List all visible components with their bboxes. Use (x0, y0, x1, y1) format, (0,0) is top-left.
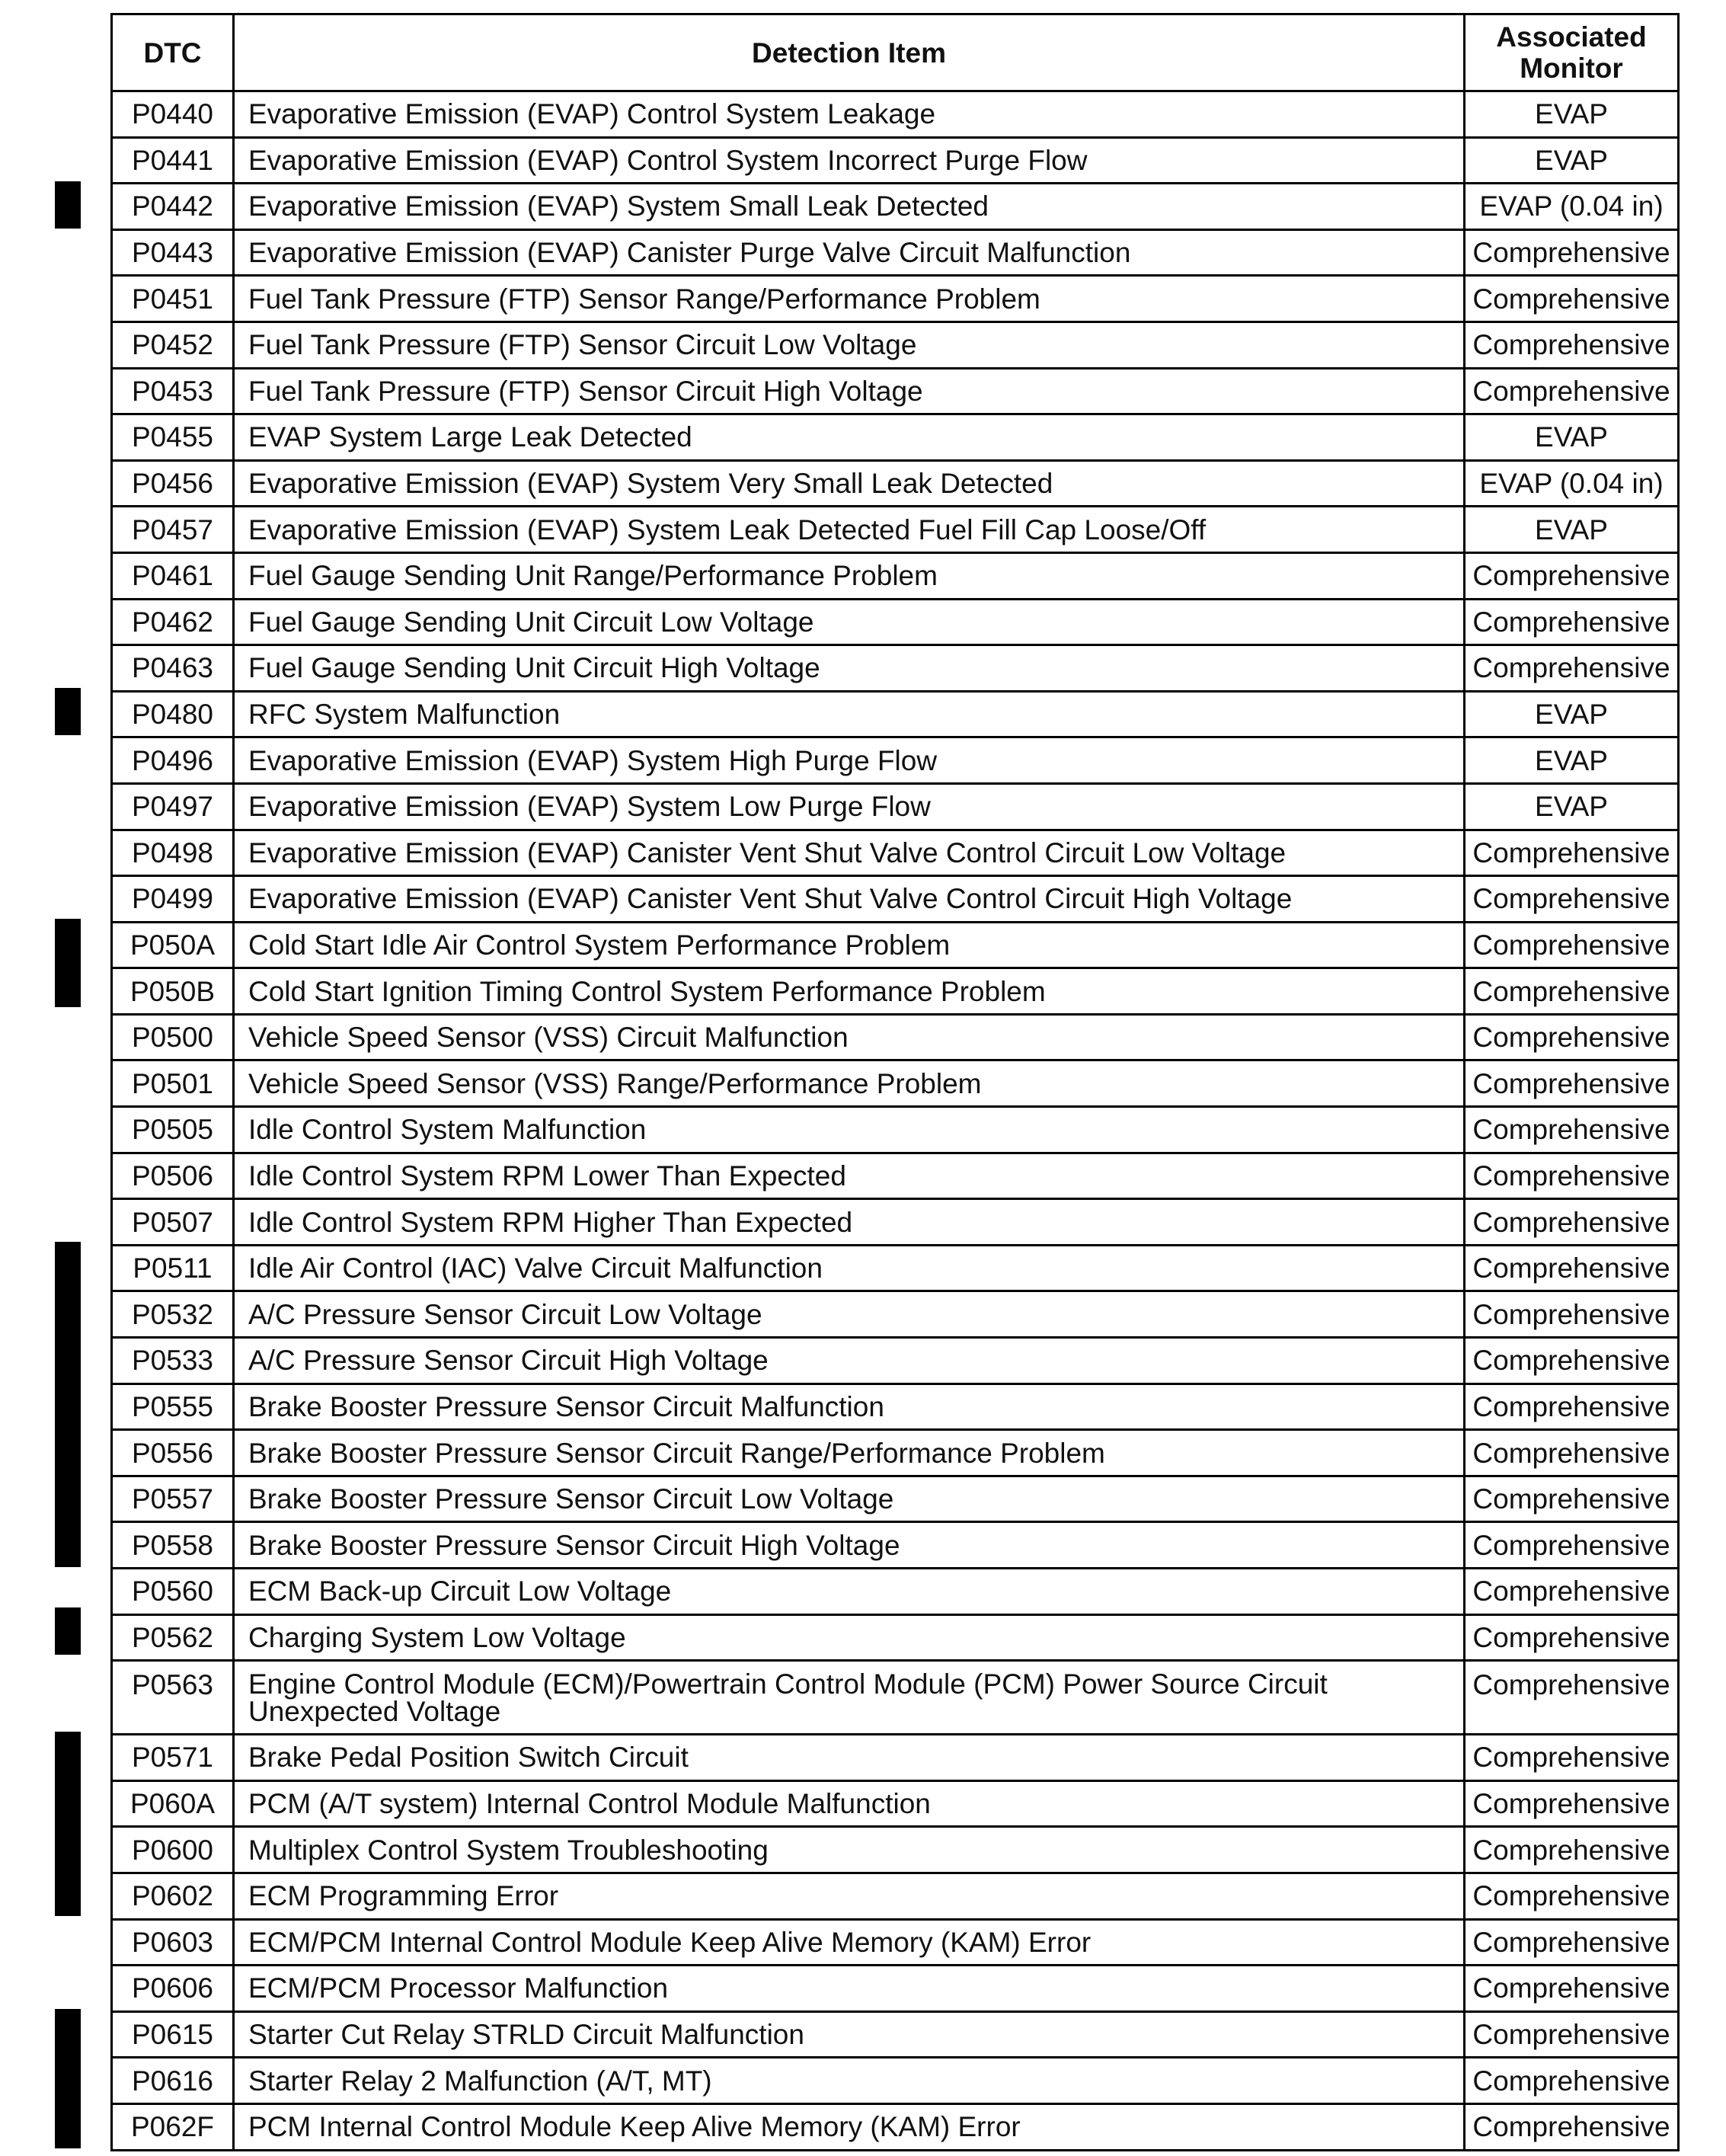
detection-item-cell: Vehicle Speed Sensor (VSS) Circuit Malfunction (234, 1014, 1465, 1060)
header-row (112, 14, 1679, 91)
dtc-code-cell: P0462 (112, 599, 234, 645)
table-row (112, 1245, 1679, 1291)
associated-monitor-cell: Comprehensive (1465, 1060, 1679, 1107)
associated-monitor-cell: Comprehensive (1465, 1873, 1679, 1919)
table-row (112, 1383, 1679, 1430)
associated-monitor-cell: Comprehensive (1465, 276, 1679, 322)
detection-item-cell: ECM Programming Error (234, 1873, 1465, 1919)
dtc-code-cell: P0496 (112, 737, 234, 784)
dtc-code-cell: P0555 (112, 1383, 234, 1430)
associated-monitor-cell: Comprehensive (1465, 2103, 1679, 2150)
detection-item-cell: Evaporative Emission (EVAP) Control System Leakage (234, 91, 1465, 138)
associated-monitor-cell: Comprehensive (1465, 1735, 1679, 1781)
table-row (112, 691, 1679, 737)
dtc-code-cell: P0602 (112, 1873, 234, 1919)
detection-item-cell: Evaporative Emission (EVAP) Canister Vent Shut Valve Control Circuit High Voltage (234, 876, 1465, 923)
associated-monitor-cell: Comprehensive (1465, 1780, 1679, 1827)
detection-item-cell: Brake Pedal Position Switch Circuit (234, 1735, 1465, 1781)
associated-monitor-cell: EVAP (1465, 414, 1679, 461)
dtc-code-cell: P0500 (112, 1014, 234, 1060)
dtc-code-cell: P0453 (112, 368, 234, 414)
associated-monitor-cell: Comprehensive (1465, 968, 1679, 1015)
dtc-code-cell: P0533 (112, 1338, 234, 1384)
dtc-code-cell: P0616 (112, 2058, 234, 2104)
associated-monitor-cell: Comprehensive (1465, 552, 1679, 599)
associated-monitor-cell: EVAP (1465, 91, 1679, 138)
detection-item-cell: Brake Booster Pressure Sensor Circuit Range/Performance Problem (234, 1430, 1465, 1476)
associated-monitor-cell: EVAP (1465, 691, 1679, 737)
detection-item-cell: EVAP System Large Leak Detected (234, 414, 1465, 461)
dtc-code-cell: P0571 (112, 1735, 234, 1781)
associated-monitor-cell: Comprehensive (1465, 1919, 1679, 1966)
dtc-code-cell: P0442 (112, 184, 234, 230)
dtc-code-cell: P0507 (112, 1199, 234, 1246)
associated-monitor-cell: Comprehensive (1465, 1827, 1679, 1873)
dtc-code-cell: P0457 (112, 507, 234, 553)
table-row (112, 552, 1679, 599)
detection-item-cell: PCM (A/T system) Internal Control Module Malfunction (234, 1780, 1465, 1827)
detection-item-cell: Evaporative Emission (EVAP) System Small Leak Detected (234, 184, 1465, 230)
dtc-code-cell: P0461 (112, 552, 234, 599)
table-row (112, 783, 1679, 830)
dtc-code-cell: P0456 (112, 460, 234, 507)
table-row (112, 1014, 1679, 1060)
dtc-code-cell: P0497 (112, 783, 234, 830)
detection-item-cell: Multiplex Control System Troubleshooting (234, 1827, 1465, 1873)
table-row (112, 1107, 1679, 1153)
associated-monitor-cell: Comprehensive (1465, 645, 1679, 692)
detection-item-cell: Vehicle Speed Sensor (VSS) Range/Performance Problem (234, 1060, 1465, 1107)
dtc-table (110, 13, 1680, 2151)
detection-item-cell: PCM Internal Control Module Keep Alive Memory (KAM) Error (234, 2103, 1465, 2150)
associated-monitor-cell: EVAP (1465, 737, 1679, 784)
dtc-code-cell: P0498 (112, 830, 234, 876)
table-row (112, 507, 1679, 553)
associated-monitor-cell: Comprehensive (1465, 1383, 1679, 1430)
associated-monitor-cell: Comprehensive (1465, 1430, 1679, 1476)
revision-change-bar (55, 2009, 81, 2148)
dtc-code-cell: P0452 (112, 321, 234, 368)
detection-item-cell: Evaporative Emission (EVAP) Canister Purge Valve Circuit Malfunction (234, 229, 1465, 276)
dtc-code-cell: P0440 (112, 91, 234, 138)
table-row (112, 1199, 1679, 1246)
dtc-code-cell: P0558 (112, 1522, 234, 1569)
detection-item-cell: Engine Control Module (ECM)/Powertrain Control Module (PCM) Power Source Circuit Unexpected Voltage (234, 1661, 1465, 1735)
associated-monitor-cell: EVAP (0.04 in) (1465, 460, 1679, 507)
table-row (112, 368, 1679, 414)
revision-change-bar (55, 919, 81, 1007)
table-row (112, 876, 1679, 923)
table-row (112, 1430, 1679, 1476)
table-row (112, 737, 1679, 784)
header-associated-monitor: Associated Monitor (1465, 14, 1679, 91)
table-row (112, 414, 1679, 461)
table-row (112, 276, 1679, 322)
dtc-code-cell: P0463 (112, 645, 234, 692)
dtc-code-cell: P0506 (112, 1153, 234, 1199)
table-row (112, 2058, 1679, 2104)
detection-item-cell: Evaporative Emission (EVAP) Control System Incorrect Purge Flow (234, 137, 1465, 184)
table-row (112, 1569, 1679, 1615)
table-row (112, 1060, 1679, 1107)
associated-monitor-cell: Comprehensive (1465, 229, 1679, 276)
dtc-code-cell: P0499 (112, 876, 234, 923)
detection-item-cell: Brake Booster Pressure Sensor Circuit Malfunction (234, 1383, 1465, 1430)
dtc-code-cell: P062F (112, 2103, 234, 2150)
detection-item-cell: ECM/PCM Processor Malfunction (234, 1966, 1465, 2012)
table-row (112, 1873, 1679, 1919)
table-row (112, 1827, 1679, 1873)
table-row (112, 968, 1679, 1015)
dtc-code-cell: P0441 (112, 137, 234, 184)
associated-monitor-cell: EVAP (1465, 507, 1679, 553)
detection-item-cell: Charging System Low Voltage (234, 1614, 1465, 1661)
detection-item-cell: A/C Pressure Sensor Circuit Low Voltage (234, 1291, 1465, 1338)
detection-item-cell: Idle Control System Malfunction (234, 1107, 1465, 1153)
dtc-code-cell: P0557 (112, 1476, 234, 1522)
detection-item-cell: Evaporative Emission (EVAP) System High Purge Flow (234, 737, 1465, 784)
detection-item-cell: Starter Relay 2 Malfunction (A/T, MT) (234, 2058, 1465, 2104)
detection-item-cell: Fuel Gauge Sending Unit Range/Performance Problem (234, 552, 1465, 599)
detection-item-cell: Idle Air Control (IAC) Valve Circuit Malfunction (234, 1245, 1465, 1291)
table-row (112, 1661, 1679, 1735)
dtc-code-cell: P0556 (112, 1430, 234, 1476)
associated-monitor-cell: Comprehensive (1465, 1522, 1679, 1569)
table-row (112, 1476, 1679, 1522)
associated-monitor-cell: Comprehensive (1465, 1569, 1679, 1615)
associated-monitor-cell: Comprehensive (1465, 1291, 1679, 1338)
header-detection-item: Detection Item (234, 14, 1465, 91)
associated-monitor-cell: Comprehensive (1465, 1476, 1679, 1522)
associated-monitor-cell: Comprehensive (1465, 1614, 1679, 1661)
associated-monitor-cell: Comprehensive (1465, 2011, 1679, 2058)
detection-item-cell: Cold Start Idle Air Control System Performance Problem (234, 922, 1465, 968)
dtc-code-cell: P0563 (112, 1661, 234, 1735)
detection-item-cell: ECM Back-up Circuit Low Voltage (234, 1569, 1465, 1615)
dtc-code-cell: P050B (112, 968, 234, 1015)
table-row (112, 91, 1679, 138)
dtc-code-cell: P0443 (112, 229, 234, 276)
table-row (112, 460, 1679, 507)
table-row (112, 184, 1679, 230)
dtc-code-cell: P060A (112, 1780, 234, 1827)
associated-monitor-cell: Comprehensive (1465, 876, 1679, 923)
detection-item-cell: A/C Pressure Sensor Circuit High Voltage (234, 1338, 1465, 1384)
dtc-code-cell: P0480 (112, 691, 234, 737)
detection-item-cell: Fuel Gauge Sending Unit Circuit High Voltage (234, 645, 1465, 692)
dtc-code-cell: P0505 (112, 1107, 234, 1153)
table-row (112, 1153, 1679, 1199)
dtc-code-cell: P0615 (112, 2011, 234, 2058)
detection-item-cell: Brake Booster Pressure Sensor Circuit Low Voltage (234, 1476, 1465, 1522)
associated-monitor-cell: Comprehensive (1465, 1661, 1679, 1735)
dtc-code-cell: P0451 (112, 276, 234, 322)
detection-item-cell: Idle Control System RPM Lower Than Expected (234, 1153, 1465, 1199)
detection-item-cell: Evaporative Emission (EVAP) Canister Vent Shut Valve Control Circuit Low Voltage (234, 830, 1465, 876)
associated-monitor-cell: Comprehensive (1465, 599, 1679, 645)
detection-item-cell: Idle Control System RPM Higher Than Expected (234, 1199, 1465, 1246)
detection-item-cell: Fuel Tank Pressure (FTP) Sensor Range/Performance Problem (234, 276, 1465, 322)
associated-monitor-cell: Comprehensive (1465, 830, 1679, 876)
table-row (112, 1780, 1679, 1827)
table-row (112, 1338, 1679, 1384)
table-row (112, 830, 1679, 876)
revision-change-bar (55, 688, 81, 735)
header-dtc: DTC (112, 14, 234, 91)
dtc-code-cell: P0455 (112, 414, 234, 461)
detection-item-cell: Evaporative Emission (EVAP) System Leak Detected Fuel Fill Cap Loose/Off (234, 507, 1465, 553)
table-row (112, 2103, 1679, 2150)
detection-item-cell: Fuel Gauge Sending Unit Circuit Low Voltage (234, 599, 1465, 645)
associated-monitor-cell: Comprehensive (1465, 922, 1679, 968)
detection-item-cell: Brake Booster Pressure Sensor Circuit High Voltage (234, 1522, 1465, 1569)
table-row (112, 137, 1679, 184)
table-row (112, 1291, 1679, 1338)
detection-item-cell: Evaporative Emission (EVAP) System Low Purge Flow (234, 783, 1465, 830)
detection-item-cell: Starter Cut Relay STRLD Circuit Malfunction (234, 2011, 1465, 2058)
associated-monitor-cell: EVAP (1465, 137, 1679, 184)
associated-monitor-cell: Comprehensive (1465, 1338, 1679, 1384)
table-row (112, 599, 1679, 645)
associated-monitor-cell: Comprehensive (1465, 1245, 1679, 1291)
revision-change-bar (55, 1732, 81, 1916)
table-row (112, 922, 1679, 968)
associated-monitor-cell: Comprehensive (1465, 368, 1679, 414)
table-row (112, 1919, 1679, 1966)
associated-monitor-cell: Comprehensive (1465, 1014, 1679, 1060)
dtc-code-cell: P0562 (112, 1614, 234, 1661)
associated-monitor-cell: EVAP (1465, 783, 1679, 830)
associated-monitor-cell: EVAP (0.04 in) (1465, 184, 1679, 230)
table-row (112, 2011, 1679, 2058)
associated-monitor-cell: Comprehensive (1465, 1966, 1679, 2012)
detection-item-cell: RFC System Malfunction (234, 691, 1465, 737)
table-row (112, 1522, 1679, 1569)
dtc-code-cell: P0606 (112, 1966, 234, 2012)
revision-change-bar (55, 181, 81, 229)
associated-monitor-cell: Comprehensive (1465, 1153, 1679, 1199)
associated-monitor-cell: Comprehensive (1465, 1107, 1679, 1153)
revision-change-bar (55, 1242, 81, 1567)
detection-item-cell: Fuel Tank Pressure (FTP) Sensor Circuit Low Voltage (234, 321, 1465, 368)
table-row (112, 229, 1679, 276)
table-row (112, 1614, 1679, 1661)
associated-monitor-cell: Comprehensive (1465, 321, 1679, 368)
associated-monitor-cell: Comprehensive (1465, 2058, 1679, 2104)
dtc-table-body (112, 91, 1679, 2151)
detection-item-cell: Evaporative Emission (EVAP) System Very Small Leak Detected (234, 460, 1465, 507)
table-row (112, 1735, 1679, 1781)
detection-item-cell: Fuel Tank Pressure (FTP) Sensor Circuit High Voltage (234, 368, 1465, 414)
dtc-code-cell: P0600 (112, 1827, 234, 1873)
dtc-code-cell: P0560 (112, 1569, 234, 1615)
detection-item-cell: Cold Start Ignition Timing Control System Performance Problem (234, 968, 1465, 1015)
dtc-code-cell: P0501 (112, 1060, 234, 1107)
dtc-code-cell: P0603 (112, 1919, 234, 1966)
detection-item-cell: ECM/PCM Internal Control Module Keep Alive Memory (KAM) Error (234, 1919, 1465, 1966)
revision-change-bar (55, 1607, 81, 1655)
table-row (112, 321, 1679, 368)
associated-monitor-cell: Comprehensive (1465, 1199, 1679, 1246)
table-row (112, 645, 1679, 692)
dtc-code-cell: P0511 (112, 1245, 234, 1291)
dtc-code-cell: P0532 (112, 1291, 234, 1338)
table-row (112, 1966, 1679, 2012)
dtc-code-cell: P050A (112, 922, 234, 968)
